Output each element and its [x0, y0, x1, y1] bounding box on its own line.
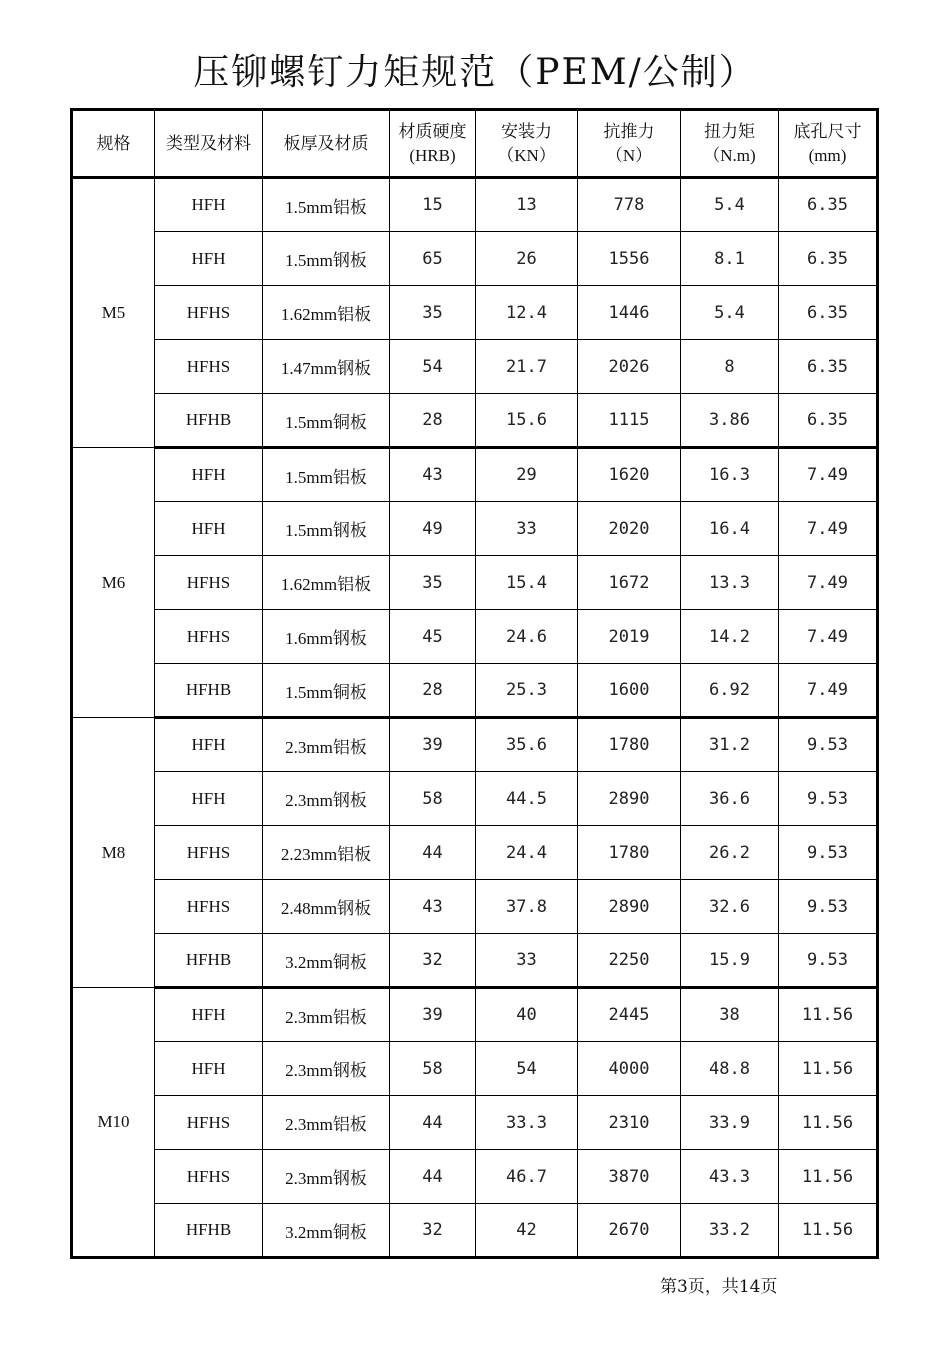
cell-hardness: 35	[390, 556, 476, 610]
cell-type: HFHS	[155, 1096, 263, 1150]
cell-push-out: 2890	[578, 880, 681, 934]
cell-type: HFH	[155, 232, 263, 286]
table-row	[72, 934, 878, 988]
cell-push-out: 1780	[578, 826, 681, 880]
cell-type: HFHB	[155, 394, 263, 448]
cell-push-out: 2310	[578, 1096, 681, 1150]
cell-install-force: 42	[476, 1204, 578, 1258]
cell-plate: 2.3mm钢板	[263, 1150, 390, 1204]
cell-torque: 36.6	[681, 772, 779, 826]
cell-type: HFHS	[155, 826, 263, 880]
cell-hardness: 44	[390, 1150, 476, 1204]
cell-push-out: 2020	[578, 502, 681, 556]
cell-hole-size: 6.35	[779, 286, 878, 340]
table-row	[72, 340, 878, 394]
cell-install-force: 46.7	[476, 1150, 578, 1204]
cell-push-out: 1620	[578, 448, 681, 502]
cell-torque: 16.4	[681, 502, 779, 556]
cell-push-out: 1672	[578, 556, 681, 610]
cell-hole-size: 7.49	[779, 556, 878, 610]
cell-plate: 1.5mm钢板	[263, 502, 390, 556]
cell-torque: 14.2	[681, 610, 779, 664]
header-plate-thickness: 板厚及材质	[263, 110, 390, 178]
cell-hardness: 15	[390, 178, 476, 232]
header-install-force: 安装力 （KN）	[476, 110, 578, 178]
cell-plate: 1.6mm钢板	[263, 610, 390, 664]
page-number: 第3页，共14页	[660, 1277, 778, 1297]
cell-push-out: 4000	[578, 1042, 681, 1096]
cell-plate: 2.3mm铝板	[263, 988, 390, 1042]
cell-type: HFH	[155, 448, 263, 502]
table-row	[72, 286, 878, 340]
torque-spec-table	[70, 108, 879, 1259]
header-push-out: 抗推力 （N）	[578, 110, 681, 178]
cell-plate: 3.2mm铜板	[263, 1204, 390, 1258]
cell-install-force: 35.6	[476, 718, 578, 772]
cell-hole-size: 11.56	[779, 988, 878, 1042]
cell-push-out: 2670	[578, 1204, 681, 1258]
cell-hardness: 28	[390, 664, 476, 718]
cell-install-force: 25.3	[476, 664, 578, 718]
cell-push-out: 2250	[578, 934, 681, 988]
cell-install-force: 44.5	[476, 772, 578, 826]
cell-hardness: 32	[390, 1204, 476, 1258]
cell-type: HFH	[155, 988, 263, 1042]
header-torque: 扭力矩 （N.m)	[681, 110, 779, 178]
header-hardness: 材质硬度 (HRB)	[390, 110, 476, 178]
cell-hardness: 43	[390, 448, 476, 502]
cell-plate: 1.5mm铜板	[263, 394, 390, 448]
cell-install-force: 15.4	[476, 556, 578, 610]
header-row	[72, 110, 878, 178]
cell-push-out: 2026	[578, 340, 681, 394]
cell-push-out: 1115	[578, 394, 681, 448]
cell-type: HFHS	[155, 556, 263, 610]
cell-torque: 31.2	[681, 718, 779, 772]
cell-spec: M8	[72, 718, 155, 988]
table-row	[72, 1150, 878, 1204]
cell-torque: 33.9	[681, 1096, 779, 1150]
cell-torque: 13.3	[681, 556, 779, 610]
cell-plate: 1.5mm铝板	[263, 178, 390, 232]
cell-push-out: 1556	[578, 232, 681, 286]
table-row	[72, 502, 878, 556]
cell-type: HFHS	[155, 610, 263, 664]
cell-hole-size: 9.53	[779, 718, 878, 772]
cell-spec: M5	[72, 178, 155, 448]
cell-plate: 1.62mm铝板	[263, 286, 390, 340]
cell-torque: 26.2	[681, 826, 779, 880]
table-row	[72, 1042, 878, 1096]
cell-torque: 5.4	[681, 286, 779, 340]
cell-plate: 3.2mm铜板	[263, 934, 390, 988]
cell-torque: 15.9	[681, 934, 779, 988]
cell-install-force: 24.4	[476, 826, 578, 880]
cell-hardness: 39	[390, 718, 476, 772]
cell-torque: 8.1	[681, 232, 779, 286]
table-row	[72, 988, 878, 1042]
cell-type: HFHS	[155, 340, 263, 394]
cell-push-out: 778	[578, 178, 681, 232]
table-row	[72, 826, 878, 880]
cell-torque: 33.2	[681, 1204, 779, 1258]
cell-push-out: 2019	[578, 610, 681, 664]
cell-torque: 32.6	[681, 880, 779, 934]
cell-torque: 6.92	[681, 664, 779, 718]
table-row	[72, 556, 878, 610]
cell-plate: 1.5mm铝板	[263, 448, 390, 502]
table-row	[72, 1096, 878, 1150]
cell-install-force: 33	[476, 934, 578, 988]
cell-install-force: 54	[476, 1042, 578, 1096]
table-row	[72, 1204, 878, 1258]
header-type-material: 类型及材料	[155, 110, 263, 178]
cell-hardness: 32	[390, 934, 476, 988]
cell-hardness: 45	[390, 610, 476, 664]
cell-hardness: 43	[390, 880, 476, 934]
cell-type: HFHS	[155, 286, 263, 340]
cell-plate: 1.5mm钢板	[263, 232, 390, 286]
cell-hole-size: 9.53	[779, 880, 878, 934]
cell-plate: 2.48mm钢板	[263, 880, 390, 934]
cell-install-force: 24.6	[476, 610, 578, 664]
cell-install-force: 37.8	[476, 880, 578, 934]
cell-type: HFHS	[155, 1150, 263, 1204]
cell-push-out: 1600	[578, 664, 681, 718]
cell-install-force: 15.6	[476, 394, 578, 448]
table-row	[72, 718, 878, 772]
cell-hole-size: 7.49	[779, 448, 878, 502]
table-row	[72, 880, 878, 934]
cell-hardness: 54	[390, 340, 476, 394]
cell-install-force: 26	[476, 232, 578, 286]
table-row	[72, 394, 878, 448]
cell-hole-size: 7.49	[779, 664, 878, 718]
cell-push-out: 1780	[578, 718, 681, 772]
cell-hardness: 44	[390, 1096, 476, 1150]
cell-plate: 2.3mm钢板	[263, 1042, 390, 1096]
table-row	[72, 448, 878, 502]
cell-hole-size: 11.56	[779, 1204, 878, 1258]
cell-type: HFH	[155, 772, 263, 826]
cell-hardness: 39	[390, 988, 476, 1042]
cell-type: HFHS	[155, 880, 263, 934]
cell-hole-size: 6.35	[779, 340, 878, 394]
cell-torque: 8	[681, 340, 779, 394]
cell-hardness: 58	[390, 1042, 476, 1096]
cell-type: HFHB	[155, 934, 263, 988]
table-body	[72, 178, 878, 1258]
cell-push-out: 1446	[578, 286, 681, 340]
cell-plate: 2.3mm铝板	[263, 718, 390, 772]
cell-plate: 2.3mm钢板	[263, 772, 390, 826]
cell-torque: 5.4	[681, 178, 779, 232]
cell-type: HFH	[155, 718, 263, 772]
table-row	[72, 178, 878, 232]
cell-plate: 2.23mm铝板	[263, 826, 390, 880]
cell-hardness: 58	[390, 772, 476, 826]
cell-torque: 38	[681, 988, 779, 1042]
cell-plate: 1.62mm铝板	[263, 556, 390, 610]
cell-torque: 16.3	[681, 448, 779, 502]
cell-hole-size: 7.49	[779, 610, 878, 664]
cell-install-force: 40	[476, 988, 578, 1042]
cell-hardness: 28	[390, 394, 476, 448]
cell-torque: 3.86	[681, 394, 779, 448]
cell-push-out: 2890	[578, 772, 681, 826]
cell-install-force: 13	[476, 178, 578, 232]
cell-push-out: 3870	[578, 1150, 681, 1204]
cell-plate: 2.3mm铝板	[263, 1096, 390, 1150]
page-title: 压铆螺钉力矩规范（PEM/公制）	[193, 52, 757, 93]
cell-install-force: 33.3	[476, 1096, 578, 1150]
cell-hardness: 49	[390, 502, 476, 556]
cell-install-force: 29	[476, 448, 578, 502]
cell-hole-size: 11.56	[779, 1042, 878, 1096]
cell-hardness: 35	[390, 286, 476, 340]
table-row	[72, 610, 878, 664]
cell-type: HFH	[155, 1042, 263, 1096]
cell-spec: M10	[72, 988, 155, 1258]
cell-push-out: 2445	[578, 988, 681, 1042]
cell-type: HFHB	[155, 664, 263, 718]
cell-install-force: 33	[476, 502, 578, 556]
cell-type: HFH	[155, 178, 263, 232]
header-spec: 规格	[72, 110, 155, 178]
cell-torque: 43.3	[681, 1150, 779, 1204]
cell-torque: 48.8	[681, 1042, 779, 1096]
cell-plate: 1.5mm铜板	[263, 664, 390, 718]
header-hole-size: 底孔尺寸 (mm)	[779, 110, 878, 178]
table-row	[72, 664, 878, 718]
cell-hole-size: 6.35	[779, 232, 878, 286]
table-row	[72, 772, 878, 826]
cell-hole-size: 9.53	[779, 772, 878, 826]
cell-hole-size: 11.56	[779, 1150, 878, 1204]
cell-hole-size: 11.56	[779, 1096, 878, 1150]
cell-plate: 1.47mm钢板	[263, 340, 390, 394]
cell-hole-size: 6.35	[779, 178, 878, 232]
cell-type: HFH	[155, 502, 263, 556]
cell-install-force: 12.4	[476, 286, 578, 340]
cell-hole-size: 7.49	[779, 502, 878, 556]
cell-hardness: 44	[390, 826, 476, 880]
cell-hole-size: 6.35	[779, 394, 878, 448]
cell-hole-size: 9.53	[779, 826, 878, 880]
cell-install-force: 21.7	[476, 340, 578, 394]
cell-type: HFHB	[155, 1204, 263, 1258]
table-row	[72, 232, 878, 286]
cell-hardness: 65	[390, 232, 476, 286]
cell-spec: M6	[72, 448, 155, 718]
cell-hole-size: 9.53	[779, 934, 878, 988]
